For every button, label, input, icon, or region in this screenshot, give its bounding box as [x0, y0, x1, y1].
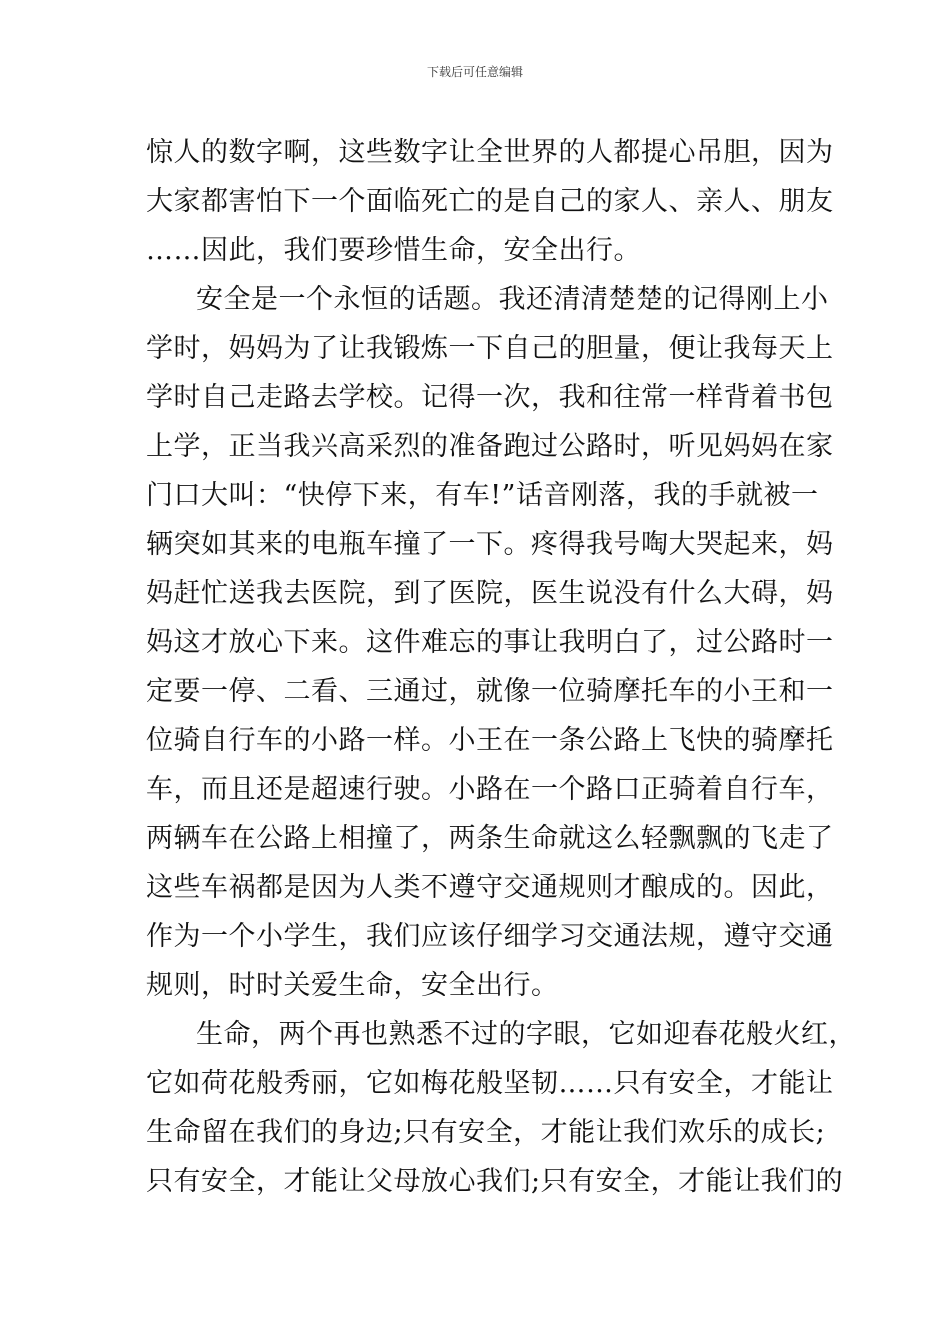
- text-line: 妈这才放心下来。这件难忘的事让我明白了，过公路时一: [146, 627, 834, 658]
- text-line: 学时，妈妈为了让我锻炼一下自己的胆量，便让我每天上: [146, 333, 834, 364]
- text-line: 门口大叫：“快停下来，有车!”话音刚落，我的手就被一: [146, 480, 819, 511]
- text-line: 惊人的数字啊，这些数字让全世界的人都提心吊胆，因为: [146, 137, 834, 168]
- text-line: ……因此，我们要珍惜生命，安全出行。: [146, 235, 641, 266]
- text-line: 两辆车在公路上相撞了，两条生命就这么轻飘飘的飞走了: [146, 823, 834, 854]
- document-body: [146, 128, 856, 1206]
- paragraph-start-line: 生命，两个再也熟悉不过的字眼，它如迎春花般火红，: [196, 1019, 856, 1050]
- text-line: 只有安全，才能让父母放心我们;只有安全，才能让我们的: [146, 1166, 844, 1197]
- text-line: 大家都害怕下一个面临死亡的是自己的家人、亲人、朋友: [146, 186, 834, 217]
- text-line: 位骑自行车的小路一样。小王在一条公路上飞快的骑摩托: [146, 725, 834, 756]
- text-line: 定要一停、二看、三通过，就像一位骑摩托车的小王和一: [146, 676, 834, 707]
- text-line: 上学，正当我兴高采烈的准备跑过公路时，听见妈妈在家: [146, 431, 834, 462]
- paragraph-start-line: 安全是一个永恒的话题。我还清清楚楚的记得刚上小: [196, 284, 829, 315]
- text-line: 它如荷花般秀丽，它如梅花般坚韧……只有安全，才能让: [146, 1068, 834, 1099]
- text-line: 车，而且还是超速行驶。小路在一个路口正骑着自行车，: [146, 774, 834, 805]
- text-line: 规则，时时关爱生命，安全出行。: [146, 970, 559, 1001]
- text-line: 生命留在我们的身边;只有安全，才能让我们欢乐的成长;: [146, 1117, 826, 1148]
- page-header: 下载后可任意编辑: [426, 65, 523, 79]
- text-line: 学时自己走路去学校。记得一次，我和往常一样背着书包: [146, 382, 834, 413]
- text-line: 这些车祸都是因为人类不遵守交通规则才酿成的。因此，: [146, 872, 834, 903]
- text-line: 妈赶忙送我去医院，到了医院，医生说没有什么大碍，妈: [146, 578, 834, 609]
- text-line: 辆突如其来的电瓶车撞了一下。疼得我号啕大哭起来，妈: [146, 529, 834, 560]
- text-line: 作为一个小学生，我们应该仔细学习交通法规，遵守交通: [146, 921, 834, 952]
